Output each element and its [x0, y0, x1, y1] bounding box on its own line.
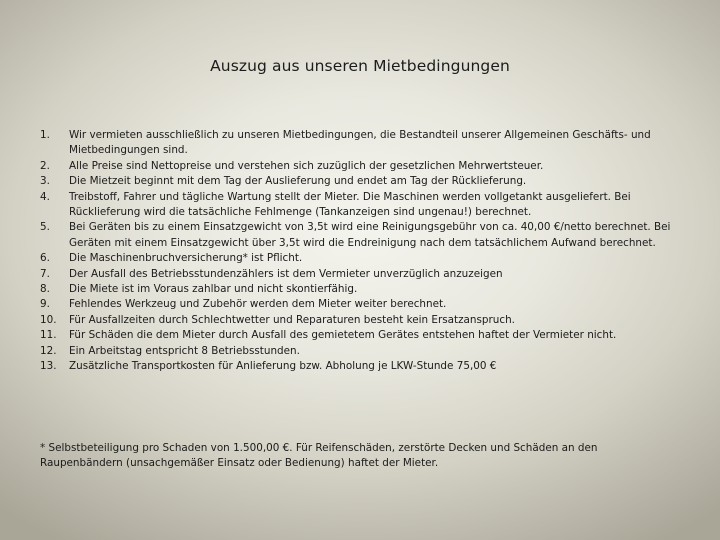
list-item: [40, 251, 690, 266]
page-title: Auszug aus unseren Mietbedingungen: [210, 57, 510, 75]
item-text: Für Schäden die dem Mieter durch Ausfall des gemietetem Gerätes entstehen haftet der Vermieter nicht.: [69, 329, 617, 342]
item-number: 9.: [40, 298, 50, 311]
list-item: [40, 282, 690, 297]
list-item: [40, 328, 690, 343]
item-number: 4.: [40, 190, 50, 203]
terms-list: [40, 128, 690, 375]
item-number: 8.: [40, 283, 50, 296]
item-number: 13.: [40, 360, 57, 373]
item-number: 2.: [40, 159, 50, 172]
item-number: 10.: [40, 313, 57, 326]
item-number: 12.: [40, 344, 57, 357]
item-text: Der Ausfall des Betriebsstundenzählers ist dem Vermieter unverzüglich anzuzeigen: [69, 267, 503, 280]
item-number: 11.: [40, 329, 57, 342]
list-item: [40, 359, 690, 374]
list-item: [40, 220, 690, 251]
item-number: 5.: [40, 221, 50, 234]
item-text: Für Ausfallzeiten durch Schlechtwetter und Reparaturen besteht kein Ersatzanspruch.: [69, 313, 515, 326]
item-text: Ein Arbeitstag entspricht 8 Betriebsstunden.: [69, 344, 300, 357]
item-number: 6.: [40, 252, 50, 265]
item-number: 3.: [40, 175, 50, 188]
item-text: Bei Geräten bis zu einem Einsatzgewicht von 3,5t wird eine Reinigungsgebühr von ca. 40,00 €/netto berechnet. Bei Geräten mit einem Einsatzgewicht über 3,5t wird die Endreinigung nach dem tatsächlichem Aufwand berechnet.: [69, 221, 671, 249]
item-text: Alle Preise sind Nettopreise und verstehen sich zuzüglich der gesetzlichen Mehrwertsteuer.: [69, 159, 544, 172]
footnote: * Selbstbeteiligung pro Schaden von 1.500,00 €. Für Reifenschäden, zerstörte Decken und Schäden an den Raupenbändern (unsachgemäßer Einsatz oder Bedienung) haftet der Mieter.: [40, 442, 598, 470]
item-number: 1.: [40, 129, 50, 141]
list-item: [40, 344, 690, 359]
item-text: Die Maschinenbruchversicherung* ist Pflicht.: [69, 252, 303, 265]
item-text: Zusätzliche Transportkosten für Anlieferung bzw. Abholung je LKW-Stunde 75,00 €: [69, 360, 497, 373]
list-item: [40, 159, 690, 174]
item-text: Wir vermieten ausschließlich zu unseren Mietbedingungen, die Bestandteil unserer Allgemeinen Geschäfts- und Mietbedingungen sind.: [69, 129, 651, 157]
item-text: Fehlendes Werkzeug und Zubehör werden dem Mieter weiter berechnet.: [69, 298, 447, 311]
item-number: 7.: [40, 267, 50, 280]
list-item: [40, 313, 690, 328]
item-text: Die Mietzeit beginnt mit dem Tag der Auslieferung und endet am Tag der Rücklieferung.: [69, 175, 527, 188]
list-item: [40, 190, 690, 221]
list-item: [40, 267, 690, 282]
list-item: [40, 297, 690, 312]
list-item: [40, 128, 690, 159]
item-text: Treibstoff, Fahrer und tägliche Wartung stellt der Mieter. Die Maschinen werden vollgetankt ausgeliefert. Bei Rücklieferung wird die tatsächliche Fehlmenge (Tankanzeigen sind ungenau!) berechnet.: [69, 190, 631, 219]
item-text: Die Miete ist im Voraus zahlbar und nicht skontierfähig.: [69, 283, 358, 296]
list-item: [40, 174, 690, 189]
